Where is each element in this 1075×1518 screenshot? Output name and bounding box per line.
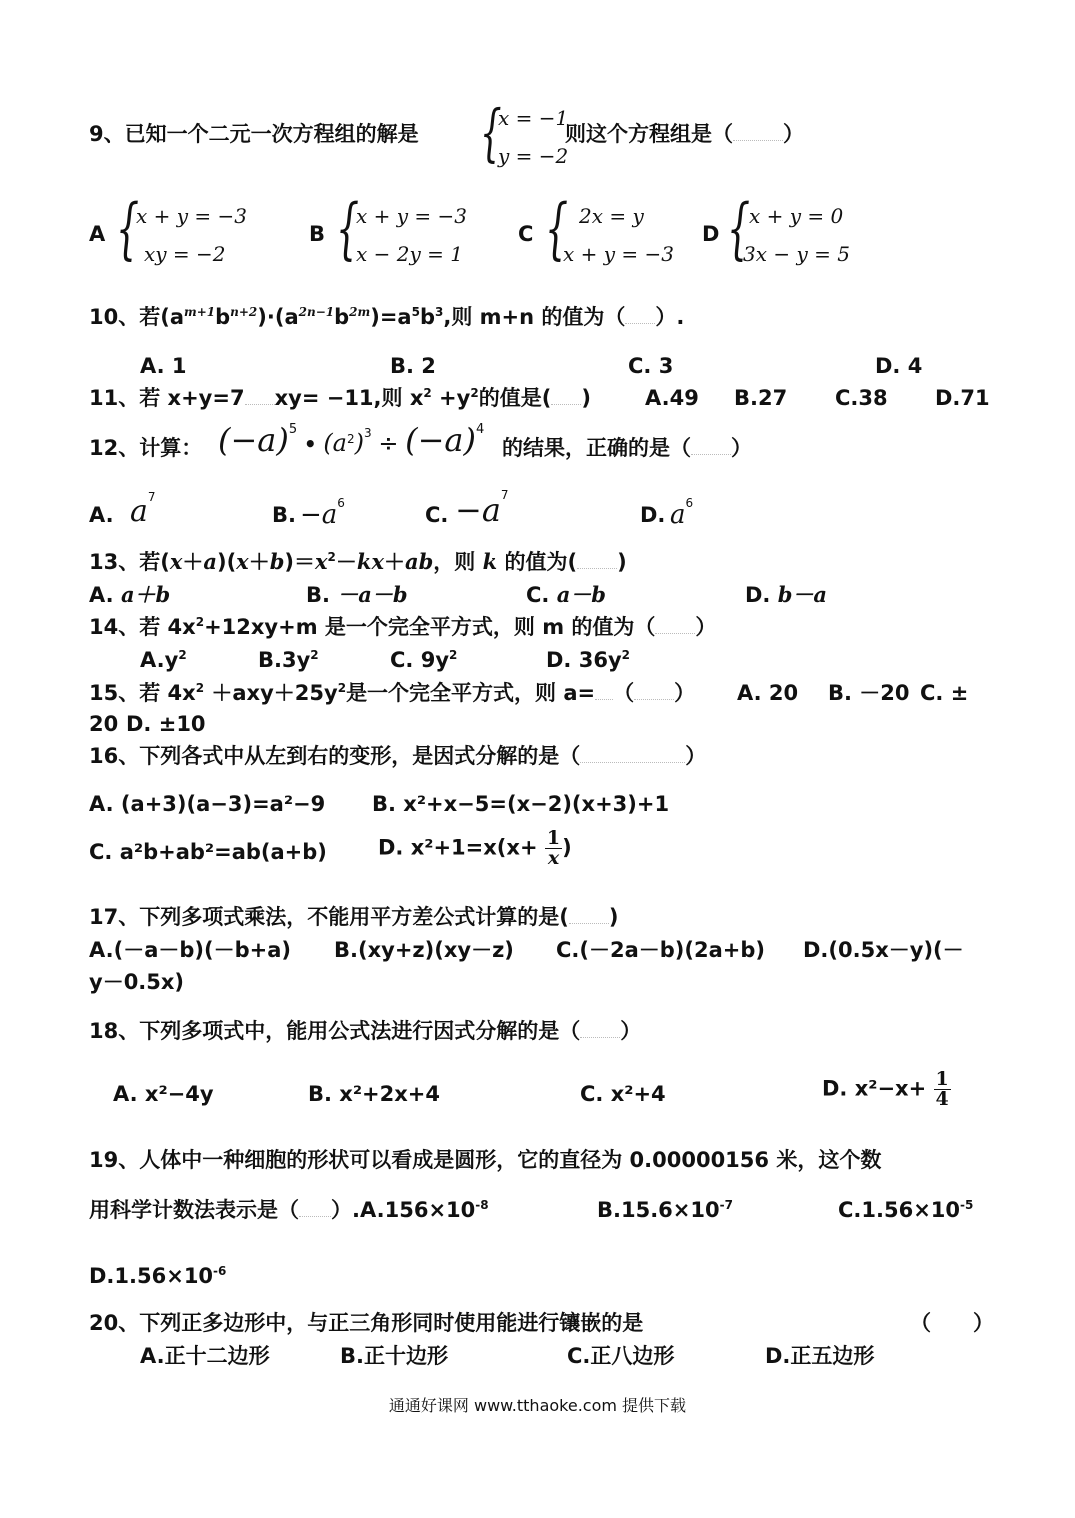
q12-option-a-label: A.	[89, 503, 114, 527]
q10-option-b: B. 2	[390, 354, 436, 378]
q12-option-b: $-a^6$	[300, 496, 345, 530]
q15-option-a: A. 20	[737, 681, 799, 705]
brace-icon: {	[480, 96, 502, 169]
q18-option-b: B. x²+2x+4	[308, 1082, 440, 1106]
q9-option-b-system: { x + y = −3 x − 2y = 1	[336, 190, 468, 267]
q12-option-d: $a^6$	[670, 496, 694, 530]
q9-option-d-label: D	[702, 222, 720, 246]
q9-stem: 9、已知一个二元一次方程组的解是	[89, 122, 419, 146]
q20-option-a: A.正十二边形	[140, 1344, 270, 1368]
q16-option-d: D. x²+1=x(x+ $\frac{1}{x}$ )	[378, 827, 572, 869]
q18-option-c: C. x²+4	[580, 1082, 666, 1106]
q17-option-c: C.(－2a－b)(2a+b)	[556, 938, 766, 962]
q17-stem: 17、下列多项式乘法，不能用平方差公式计算的是( )	[89, 905, 619, 929]
q20-option-b: B.正十边形	[340, 1344, 448, 1368]
q16-stem: 16、下列各式中从左到右的变形，是因式分解的是（ ）	[89, 744, 707, 768]
q13-option-a: A. a＋b	[89, 582, 171, 607]
q11-option-b: B.27	[734, 386, 788, 410]
q18-option-d-fraction: $\frac{1}{4}$	[935, 1068, 949, 1110]
q13-option-b: B. －a－b	[306, 582, 408, 607]
brace-icon: {	[545, 190, 569, 267]
q20-option-d: D.正五边形	[765, 1344, 875, 1368]
q16-option-c: C. a²b+ab²=ab(a+b)	[89, 840, 327, 864]
q20-option-c: C.正八边形	[567, 1344, 675, 1368]
q19-line1: 19、人体中一种细胞的形状可以看成是圆形，它的直径为 0.00000156 米，这个数	[89, 1148, 882, 1172]
q20-stem: 20、下列正多边形中，与正三角形同时使用能进行镶嵌的是	[89, 1311, 644, 1335]
q18-option-d: D. x²−x+ $\frac{1}{4}$	[822, 1068, 949, 1110]
page-footer: 通通好课网 www.tthaoke.com 提供下载	[388, 1396, 687, 1415]
q12-suffix: 的结果，正确的是（ ）	[502, 436, 752, 460]
q10-option-c: C. 3	[628, 354, 674, 378]
q9-option-c-label: C	[518, 222, 534, 246]
q20-answer-paren: （ ）	[910, 1311, 994, 1335]
q9-option-a-label: A	[89, 222, 106, 246]
brace-icon: {	[116, 190, 140, 267]
q13-option-d: D. b－a	[745, 582, 828, 607]
q17-option-b: B.(xy+z)(xy－z)	[334, 938, 514, 962]
q19-option-b: $B.15.6\times 10^{-7}$	[597, 1198, 733, 1222]
q9-option-c-system: { 2x = y x + y = −3	[545, 190, 675, 267]
q14-option-d: D. $36y^2$	[546, 648, 631, 672]
q9-solution-system	[480, 96, 570, 170]
q11-stem: 11、若 x+y=7 xy= −11,则 $x^2 +y^2$的值是( )	[89, 386, 591, 410]
brace-icon: {	[336, 190, 360, 267]
q15-option-c: C. ±	[920, 681, 969, 705]
q18-stem: 18、下列多项式中，能用公式法进行因式分解的是（ ）	[89, 1019, 642, 1043]
q12-stem: 12、计算：	[89, 436, 203, 460]
q12-option-b-label: B.	[272, 503, 296, 527]
q17-option-d-cont: y－0.5x)	[89, 970, 185, 994]
q19-option-c: $C.1.56\times 10^{-5}$	[838, 1198, 974, 1222]
q14-option-a: $A.y^2$	[140, 648, 187, 672]
q18-option-a: A. x²−4y	[113, 1082, 214, 1106]
q15-option-c-cont: 20	[89, 712, 119, 736]
q15-option-d: D. ±10	[126, 712, 206, 736]
q16-option-b: B. x²+x−5=(x−2)(x+3)+1	[372, 792, 670, 816]
q10-option-d: D. 4	[875, 354, 923, 378]
q12-option-a: $a^7$	[130, 490, 156, 529]
q14-option-b: $B.3y^2$	[258, 648, 319, 672]
q9-stem-after: 则这个方程组是（ ）	[565, 122, 804, 146]
q12-expression: $(-a)^5$ • $(a^2)^3 \div (-a)^4$	[218, 421, 485, 459]
q12-option-c: $-a^7$	[455, 488, 509, 529]
brace-icon: {	[727, 190, 751, 267]
q9-solution-y: y = −2	[498, 144, 569, 168]
q9-solution-x: x = −1	[498, 106, 569, 130]
q13-stem: 13、若$(x+a)(x+b)=x^2-kx+ab$，则 k 的值为( )	[89, 549, 627, 574]
q14-option-c: C. $9y^2$	[390, 648, 458, 672]
q10-option-a: A. 1	[140, 354, 187, 378]
q15-stem: 15、若 $4x^2 +axy+25y^2$是一个完全平方式，则 a= （ ）	[89, 681, 696, 705]
q9-option-b-label: B	[309, 222, 326, 246]
q12-option-d-label: D.	[640, 503, 666, 527]
q12-option-c-label: C.	[425, 503, 449, 527]
q14-stem: 14、若 $4x^2+12xy+m$ 是一个完全平方式，则 m 的值为（ ）	[89, 615, 717, 639]
q9-option-a-system: { x + y = −3 xy = −2	[116, 190, 248, 267]
q19-line2: 用科学计数法表示是（ ）$.A.156\times 10^{-8}$	[89, 1198, 489, 1222]
q17-option-d: D.(0.5x－y)(－	[803, 938, 964, 962]
q11-option-d: D.71	[935, 386, 990, 410]
q11-option-a: A.49	[645, 386, 699, 410]
q10-stem: 10、若$(a^{m+1}b^{n+2})\cdot(a^{2n-1}b^{2m})=a^5b^3$,则 m+n 的值为（ ）.	[89, 305, 685, 329]
q13-option-c: C. a－b	[526, 582, 606, 607]
q16-option-d-fraction: $\frac{1}{x}$	[546, 827, 561, 869]
q19-option-d: $D.1.56\times 10^{-6}$	[89, 1264, 227, 1288]
q15-option-b: B. －20	[828, 681, 910, 705]
q9-option-d-system: { x + y = 0 3x − y = 5	[727, 190, 850, 267]
q16-option-a: A. (a+3)(a−3)=a²−9	[89, 792, 326, 816]
q11-option-c: C.38	[835, 386, 888, 410]
q17-option-a: A.(－a－b)(－b+a)	[89, 938, 292, 962]
